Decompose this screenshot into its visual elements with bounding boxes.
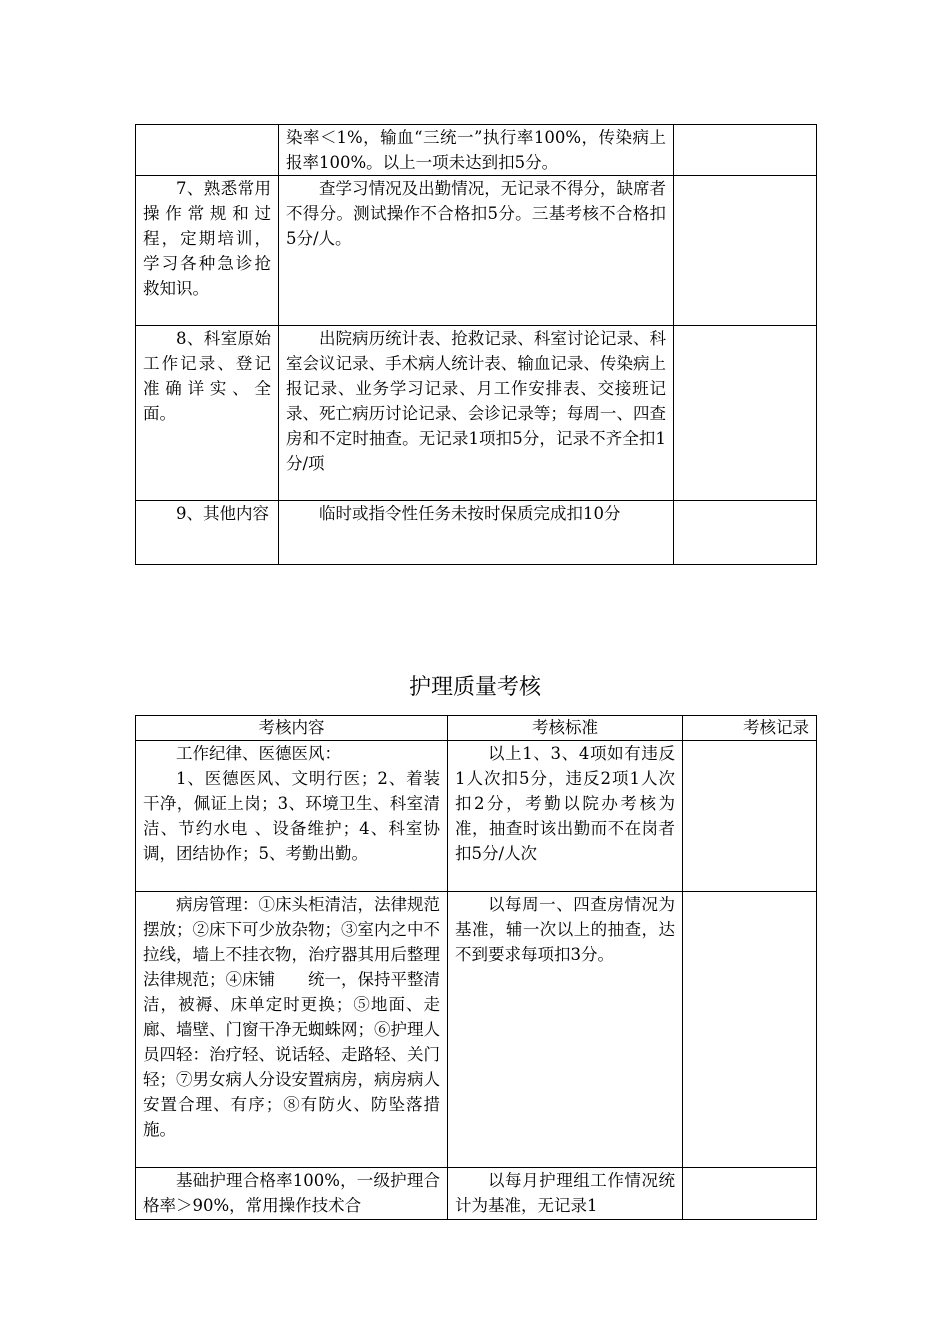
header-standard: 考核标准 xyxy=(448,716,683,741)
table-row xyxy=(136,501,817,565)
assessment-table-continued xyxy=(135,124,817,565)
item-cell: 7、熟悉常用操作常规和过程，定期培训，学习各种急诊抢救知识。 xyxy=(136,176,279,326)
standard-cell: 以每月护理组工作情况统计为基准，无记录1 xyxy=(448,1168,683,1220)
standard-cell: 查学习情况及出勤情况，无记录不得分，缺席者不得分。测试操作不合格扣5分。三基考核不合格扣5分/人。 xyxy=(279,176,674,326)
standard-cell: 以上1、3、4项如有违反1人次扣5分，违反2项1人次扣2分，考勤以院办考核为准，抽查时该出勤而不在岗者扣5分/人次 xyxy=(448,741,683,892)
record-cell xyxy=(674,125,817,176)
standard-cell: 出院病历统计表、抢救记录、科室讨论记录、科室会议记录、手术病人统计表、输血记录、传染病上报记录、业务学习记录、月工作安排表、交接班记录、死亡病历讨论记录、会诊记录等；每周一、四查房和不定时抽查。无记录1项扣5分，记录不齐全扣1分/项 xyxy=(279,326,674,501)
record-cell xyxy=(683,892,817,1168)
nursing-quality-table xyxy=(135,715,817,1220)
content-cell: 病房管理：①床头柜清洁，法律规范摆放；②床下可少放杂物；③室内之中不拉线，墙上不挂衣物，治疗器其用后整理法律规范；④床铺 统一，保持平整清洁，被褥、床单定时更换；⑤地面、走廊、墙壁、门窗干净无蜘蛛网；⑥护理人员四轻：治疗轻、说话轻、走路轻、关门轻；⑦男女病人分设安置病房，病房病人安置合理、有序；⑧有防火、防坠落措施。 xyxy=(136,892,448,1168)
table-row xyxy=(136,892,817,1168)
section-title: 护理质量考核 xyxy=(408,675,541,700)
table-row xyxy=(136,741,817,892)
content-heading: 工作纪律、医德医风： xyxy=(176,744,341,763)
header-content: 考核内容 xyxy=(136,716,448,741)
record-cell xyxy=(674,326,817,501)
header-record: 考核记录 xyxy=(683,716,817,741)
table-row xyxy=(136,125,817,176)
table-row xyxy=(136,1168,817,1220)
item-cell: 9、其他内容 xyxy=(136,501,279,565)
record-cell xyxy=(674,501,817,565)
record-cell xyxy=(674,176,817,326)
standard-cell: 染率＜1%，输血“三统一”执行率100%，传染病上报率100%。以上一项未达到扣5分。 xyxy=(279,125,674,176)
content-body: 1、医德医风、文明行医；2、着装干净，佩证上岗；3、环境卫生、科室清洁、节约水电 、设备维护；4、科室协调，团结协作；5、考勤出勤。 xyxy=(143,769,440,863)
content-cell: 基础护理合格率100%，一级护理合格率＞90%，常用操作技术合 xyxy=(136,1168,448,1220)
item-cell: 8、科室原始工作记录、登记准确详实、全面。 xyxy=(136,326,279,501)
standard-cell: 以每周一、四查房情况为基准，辅一次以上的抽查，达不到要求每项扣3分。 xyxy=(448,892,683,1168)
record-cell xyxy=(683,1168,817,1220)
item-cell xyxy=(136,125,279,176)
table-header-row xyxy=(136,716,817,741)
record-cell xyxy=(683,741,817,892)
content-cell xyxy=(136,741,448,892)
standard-cell: 临时或指令性任务未按时保质完成扣10分 xyxy=(279,501,674,565)
table-row xyxy=(136,176,817,326)
table-row xyxy=(136,326,817,501)
